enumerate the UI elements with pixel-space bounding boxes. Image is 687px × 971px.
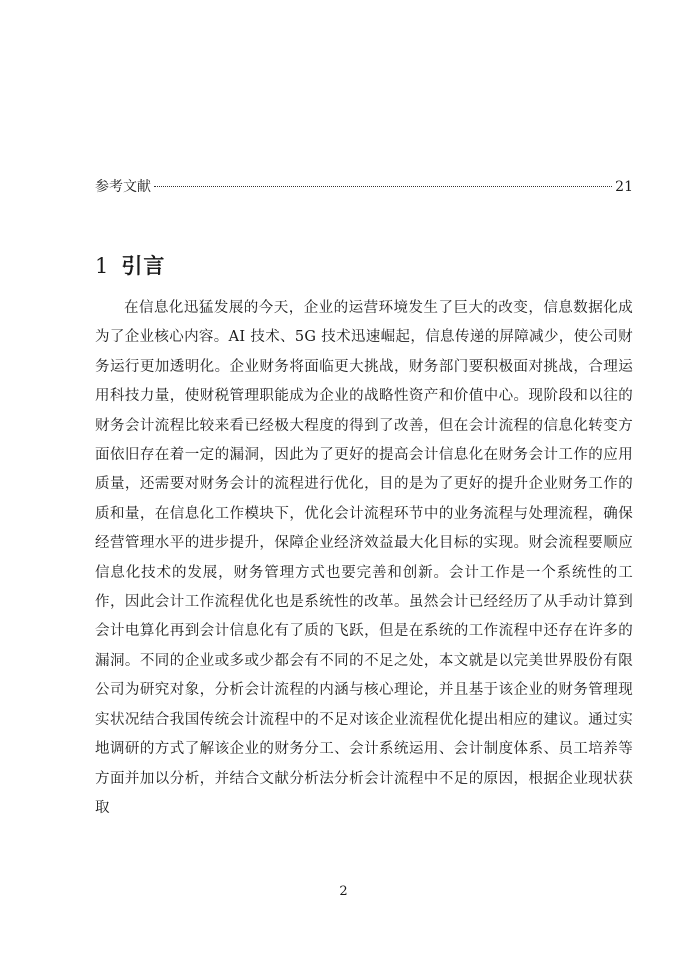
- page-number: 2: [339, 884, 348, 899]
- section-number: 1: [95, 254, 110, 278]
- body-paragraph: 在信息化迅猛发展的今天，企业的运营环境发生了巨大的改变，信息数据化成为了企业核心内容。AI 技术、5G 技术迅速崛起，信息传递的屏障减少，使公司财务运行更加透明化。企业财务将面临更大挑战，财务部门要积极面对挑战，合理运用科技力量，使财税管理职能成为企业的战略性资产和价值中心。现阶段和以往的财务会计流程比较来看已经极大程度的得到了改善，但在会计流程的信息化转变方面依旧存在着一定的漏洞，因此为了更好的提高会计信息化在财务会计工作的应用质量，还需要对财务会计的流程进行优化，目的是为了更好的提升企业财务工作的质和量，在信息化工作模块下，优化会计流程环节中的业务流程与处理流程，确保经营管理水平的进步提升，保障企业经济效益最大化目标的实现。财会流程要顺应信息化技术的发展，财务管理方式也要完善和创新。会计工作是一个系统性的工作，因此会计工作流程优化也是系统性的改革。虽然会计已经经历了从手动计算到会计电算化再到会计信息化有了质的飞跃，但是在系统的工作流程中还存在许多的漏洞。不同的企业或多或少都会有不同的不足之处，本文就是以完美世界股份有限公司为研究对象，分析会计流程的内涵与核心理论，并且基于该企业的财务管理现实状况结合我国传统会计流程中的不足对该企业流程优化提出相应的建议。通过实地调研的方式了解该企业的财务分工、会计系统运用、会计制度体系、员工培养等方面并加以分析，并结合文献分析法分析会计流程中不足的原因，根据企业现状获取: [95, 300, 633, 816]
- toc-dot-leader: [154, 186, 612, 187]
- toc-entry-title: 参考文献: [95, 179, 151, 195]
- toc-entry-page: 21: [615, 179, 633, 195]
- section-heading: [95, 250, 165, 280]
- toc-entry-references[interactable]: [95, 176, 633, 198]
- section-title: 引言: [121, 253, 166, 278]
